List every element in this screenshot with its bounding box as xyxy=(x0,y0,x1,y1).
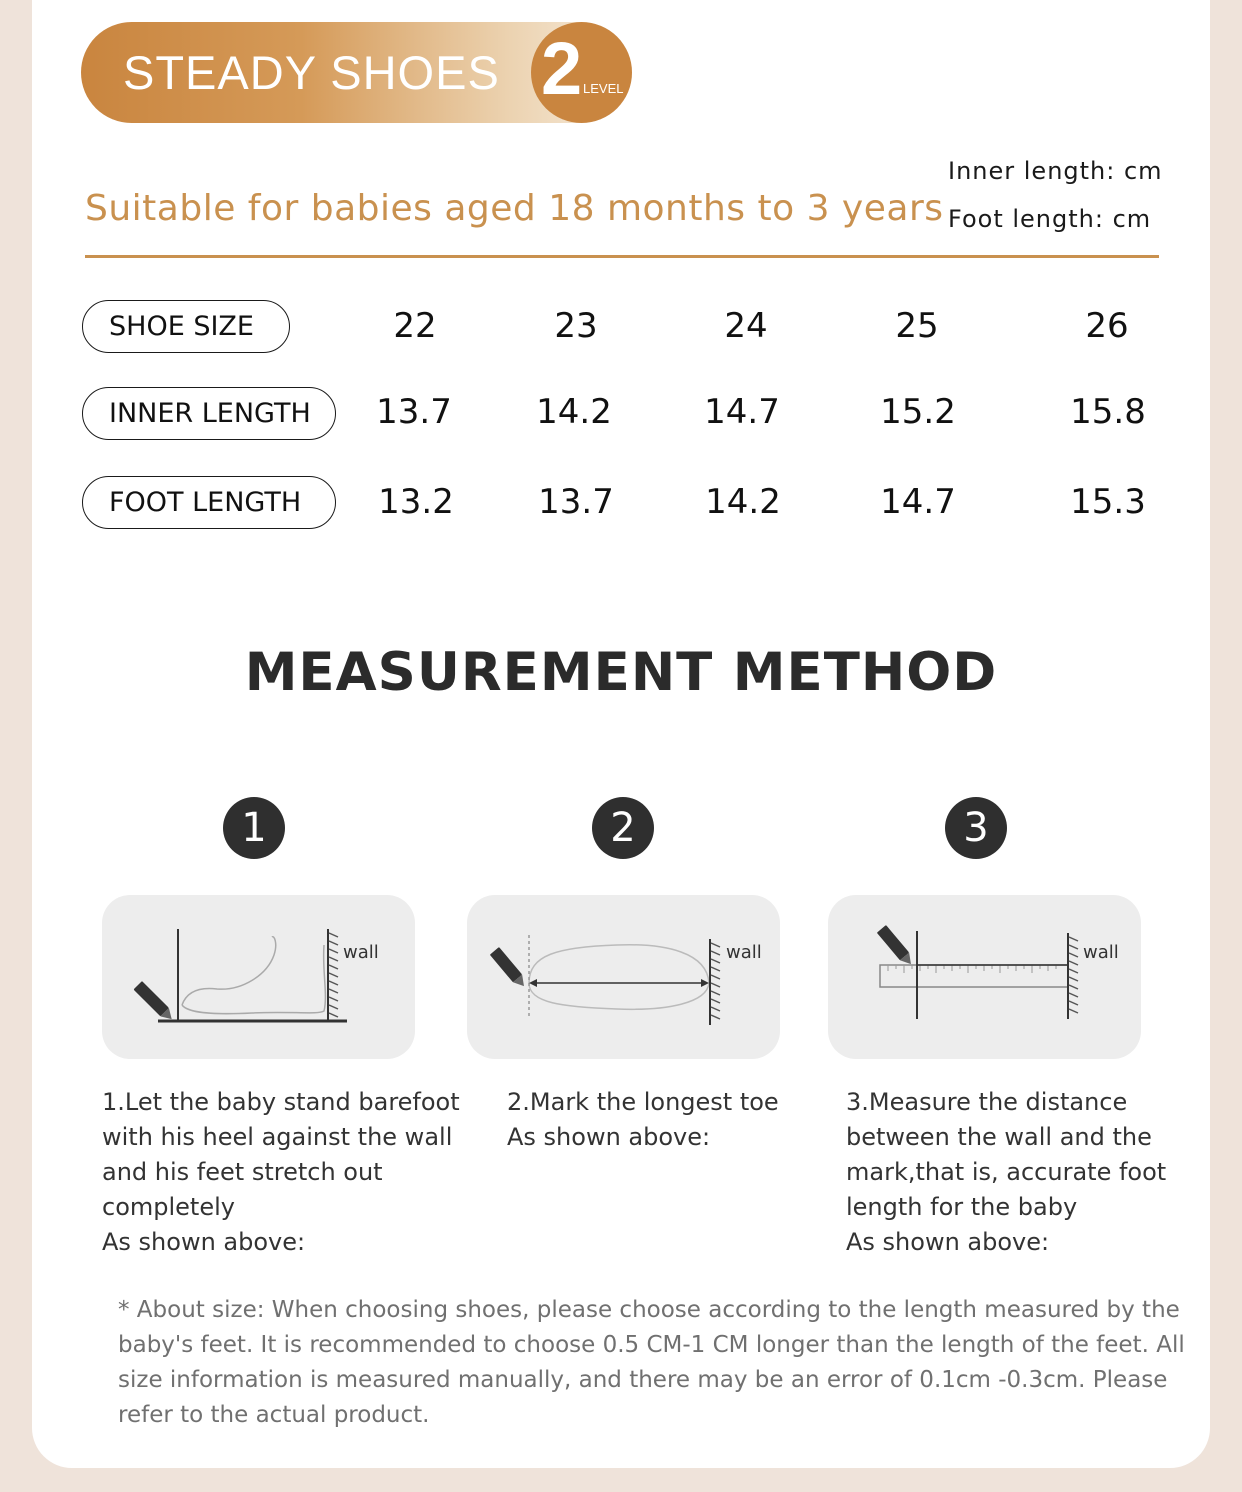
description-line: mark,that is, accurate foot xyxy=(846,1158,1167,1186)
description-line: length for the baby xyxy=(846,1193,1078,1221)
level-word: LEVEL xyxy=(583,81,624,96)
table-cell: 24 xyxy=(724,306,768,346)
step-3-description xyxy=(846,1085,1166,1260)
table-cell: 22 xyxy=(393,306,437,346)
step-1-badge: 1 xyxy=(223,797,285,859)
step-1-illustration xyxy=(102,895,415,1059)
wall-label: wall xyxy=(343,942,379,963)
size-note xyxy=(118,1293,1185,1433)
description-line: with his heel against the wall xyxy=(102,1123,453,1151)
table-cell: 23 xyxy=(554,306,598,346)
age-subtitle: Suitable for babies aged 18 months to 3 years xyxy=(85,188,944,229)
table-cell: 15.2 xyxy=(880,392,956,432)
table-cell: 14.2 xyxy=(536,392,612,432)
description-line: 3.Measure the distance xyxy=(846,1088,1128,1116)
table-cell: 25 xyxy=(895,306,939,346)
table-cell: 13.7 xyxy=(538,482,614,522)
description-line: and his feet stretch out xyxy=(102,1158,383,1186)
inner-length-unit: Inner length: cm xyxy=(948,157,1163,185)
table-cell: 14.7 xyxy=(880,482,956,522)
description-line: completely xyxy=(102,1193,235,1221)
note-line: size information is measured manually, and there may be an error of 0.1cm -0.3cm. Please xyxy=(118,1367,1168,1393)
banner-title: STEADY SHOES xyxy=(123,46,500,99)
table-cell: 15.3 xyxy=(1070,482,1146,522)
table-cell: 13.2 xyxy=(378,482,454,522)
note-line: baby's feet. It is recommended to choose 0.5 CM-1 CM longer than the length of the feet. All xyxy=(118,1332,1185,1358)
row-label-shoe-size: SHOE SIZE xyxy=(82,300,290,353)
step-3-badge: 3 xyxy=(945,797,1007,859)
foot-length-unit: Foot length: cm xyxy=(948,205,1152,233)
product-banner xyxy=(81,22,632,123)
table-cell: 13.7 xyxy=(376,392,452,432)
wall-label: wall xyxy=(726,942,762,963)
description-line: between the wall and the xyxy=(846,1123,1152,1151)
step-2-illustration xyxy=(467,895,780,1059)
table-cell: 26 xyxy=(1085,306,1129,346)
description-line: 2.Mark the longest toe xyxy=(507,1088,779,1116)
description-line: 1.Let the baby stand barefoot xyxy=(102,1088,460,1116)
level-badge xyxy=(531,22,632,123)
step-2-badge: 2 xyxy=(592,797,654,859)
description-line: As shown above: xyxy=(102,1228,306,1256)
table-cell: 14.2 xyxy=(705,482,781,522)
description-line: As shown above: xyxy=(507,1123,711,1151)
row-label-inner-length: INNER LENGTH xyxy=(82,387,336,440)
step-3-illustration xyxy=(828,895,1141,1059)
note-line: refer to the actual product. xyxy=(118,1402,430,1428)
mark-toe-icon xyxy=(490,935,720,1025)
measurement-heading: MEASUREMENT METHOD xyxy=(244,642,998,703)
wall-label: wall xyxy=(1083,942,1119,963)
foot-against-wall-icon xyxy=(134,929,347,1023)
row-label-foot-length: FOOT LENGTH xyxy=(82,476,336,529)
note-line: * About size: When choosing shoes, please choose according to the length measured by the xyxy=(118,1297,1180,1323)
ruler-measure-icon xyxy=(877,925,1078,1019)
table-cell: 15.8 xyxy=(1070,392,1146,432)
step-1-description xyxy=(102,1085,460,1260)
description-line: As shown above: xyxy=(846,1228,1050,1256)
divider-line xyxy=(85,255,1159,258)
step-2-description xyxy=(507,1085,779,1155)
table-cell: 14.7 xyxy=(704,392,780,432)
level-number: 2 xyxy=(541,27,583,110)
